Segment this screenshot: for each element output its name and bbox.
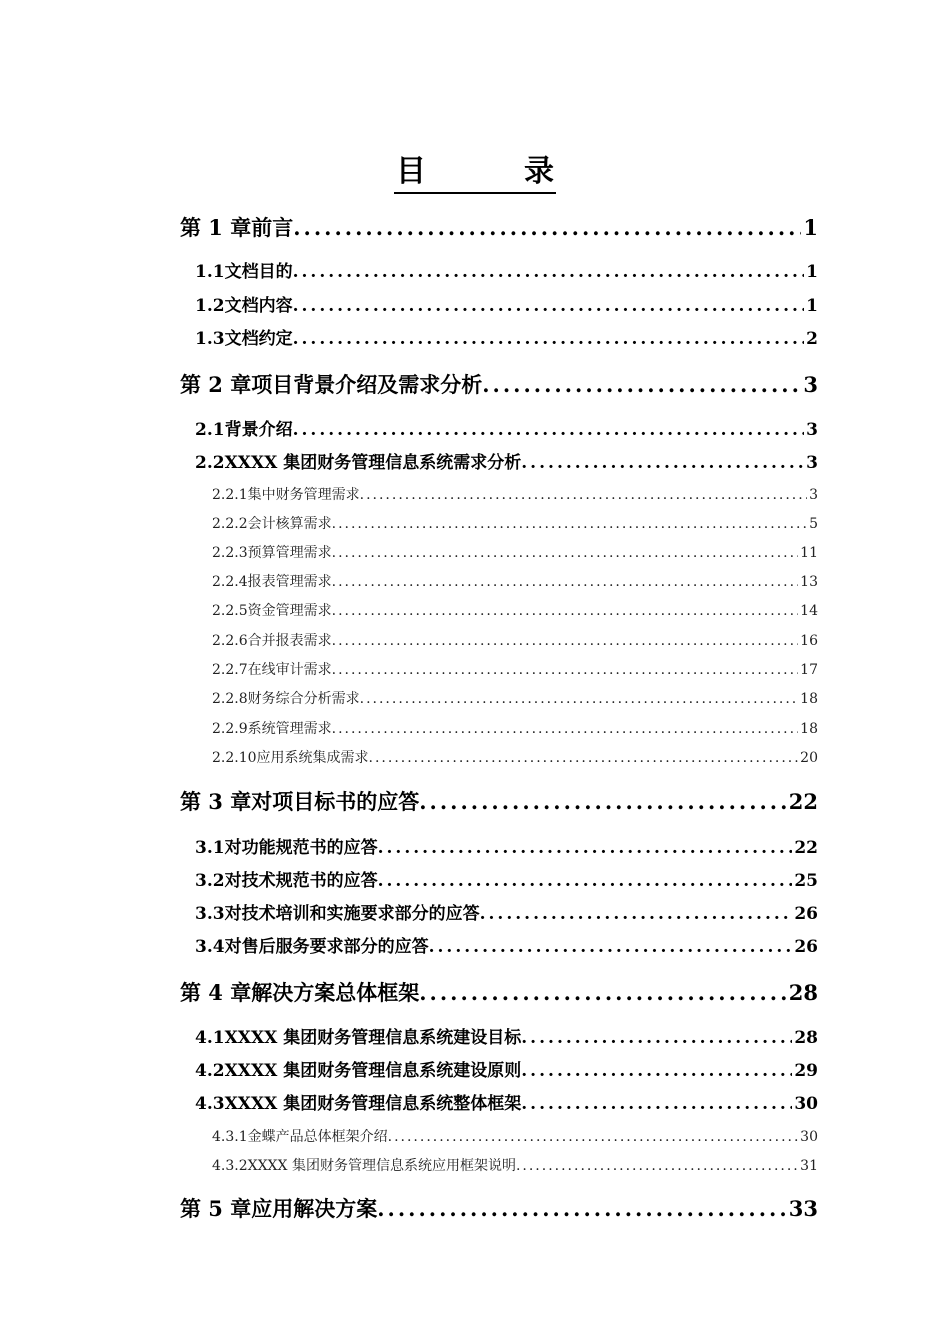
toc-entry-page: 18 — [800, 691, 818, 707]
toc-entry-page: 17 — [800, 662, 818, 678]
toc-entry-number: 2.2.7 — [212, 662, 248, 678]
toc-entry-title: XXXX 集团财务管理信息系统建设原则 — [224, 1061, 522, 1081]
toc-entry-page: 22 — [788, 789, 818, 814]
toc-entry-page: 28 — [788, 980, 818, 1005]
toc-entry-number: 2.2.2 — [212, 516, 248, 532]
toc-dot-leader — [360, 484, 807, 506]
toc-dot-leader — [360, 688, 799, 710]
toc-entry-page: 31 — [800, 1158, 818, 1174]
toc-dot-leader — [293, 212, 801, 244]
toc-dot-leader — [332, 718, 799, 740]
toc-title — [0, 152, 950, 194]
toc-dot-leader — [293, 326, 805, 352]
toc-entry-level2[interactable] — [195, 934, 818, 960]
toc-dot-leader — [521, 1025, 792, 1051]
toc-entry-title: 合并报表需求 — [247, 633, 332, 649]
toc-entry-number: 3.3 — [195, 904, 225, 924]
toc-entry-number: 第 5 章 — [180, 1196, 252, 1221]
toc-entry-page: 3 — [806, 420, 818, 440]
toc-dot-leader — [293, 259, 805, 285]
toc-dot-leader — [521, 1091, 792, 1117]
toc-dot-leader — [332, 600, 799, 622]
toc-dot-leader — [419, 977, 787, 1009]
toc-entry-number: 4.3.2 — [212, 1158, 248, 1174]
toc-entry-level2[interactable] — [195, 293, 818, 319]
toc-entry-level2[interactable] — [195, 835, 818, 861]
toc-entry-number: 4.2 — [195, 1061, 225, 1081]
toc-entry-number: 第 4 章 — [180, 980, 252, 1005]
toc-dot-leader — [429, 934, 793, 960]
toc-dot-leader — [480, 901, 793, 927]
title-underline-gap — [428, 154, 522, 194]
toc-entry-number: 3.4 — [195, 937, 225, 957]
toc-entry-page: 1 — [806, 262, 818, 282]
toc-entry-level3[interactable] — [212, 1155, 818, 1177]
toc-entry-title: XXXX 集团财务管理信息系统整体框架 — [224, 1094, 522, 1114]
toc-entry-title: 应用解决方案 — [251, 1196, 378, 1221]
toc-entry-title: 解决方案总体框架 — [251, 980, 420, 1005]
toc-entry-title: 对技术培训和实施要求部分的应答 — [224, 904, 480, 924]
toc-entry-number: 1.3 — [195, 329, 225, 349]
toc-entry-page: 14 — [800, 603, 818, 619]
toc-dot-leader — [419, 786, 787, 818]
toc-entry-number: 2.2.1 — [212, 487, 248, 503]
toc-entry-title: 对功能规范书的应答 — [224, 838, 378, 858]
toc-dot-leader — [377, 1193, 787, 1225]
toc-entry-number: 1.1 — [195, 262, 225, 282]
toc-entry-title: 文档目的 — [224, 262, 293, 282]
toc-entry-page: 13 — [800, 574, 818, 590]
toc-entry-title: 项目背景介绍及需求分析 — [251, 372, 483, 397]
toc-entry-level3[interactable] — [212, 630, 818, 652]
toc-entry-page: 3 — [806, 453, 818, 473]
toc-entry-title: 应用系统集成需求 — [256, 750, 369, 766]
toc-entry-page: 5 — [809, 516, 818, 532]
toc-entry-page: 22 — [794, 838, 818, 858]
toc-entry-page: 18 — [800, 721, 818, 737]
toc-entry-number: 4.1 — [195, 1028, 225, 1048]
toc-entry-title: 预算管理需求 — [247, 545, 332, 561]
toc-entry-page: 26 — [794, 937, 818, 957]
toc-entry-page: 3 — [809, 487, 818, 503]
toc-dot-leader — [332, 513, 807, 535]
toc-dot-leader — [521, 1058, 792, 1084]
toc-entry-number: 2.2.9 — [212, 721, 248, 737]
toc-entry-title: 对项目标书的应答 — [251, 789, 420, 814]
toc-entry-level1[interactable] — [180, 1193, 818, 1225]
toc-entry-page: 26 — [794, 904, 818, 924]
toc-entry-title: 前言 — [251, 215, 294, 240]
toc-entry-level2[interactable] — [195, 901, 818, 927]
toc-entry-page: 1 — [803, 215, 818, 240]
toc-entry-page: 29 — [794, 1061, 818, 1081]
toc-entry-number: 第 2 章 — [180, 372, 252, 397]
toc-entry-number: 2.2.10 — [212, 750, 257, 766]
toc-entry-level1[interactable] — [180, 977, 818, 1009]
toc-dot-leader — [332, 630, 799, 652]
toc-dot-leader — [332, 659, 799, 681]
toc-entry-page: 11 — [800, 545, 818, 561]
toc-entry-page: 30 — [794, 1094, 818, 1114]
toc-entry-title: 对技术规范书的应答 — [224, 871, 378, 891]
toc-dot-leader — [293, 417, 805, 443]
toc-entry-page: 3 — [803, 372, 818, 397]
toc-entry-level3[interactable] — [212, 659, 818, 681]
toc-entry-title: 金蝶产品总体框架介绍 — [247, 1129, 388, 1145]
toc-entry-number: 3.2 — [195, 871, 225, 891]
toc-entry-level3[interactable] — [212, 600, 818, 622]
toc-entry-level2[interactable] — [195, 417, 818, 443]
toc-dot-leader — [482, 369, 801, 401]
toc-title-right: 录 — [522, 152, 556, 194]
toc-entry-level2[interactable] — [195, 868, 818, 894]
toc-entry-level1[interactable] — [180, 786, 818, 818]
toc-entry-title: XXXX 集团财务管理信息系统建设目标 — [224, 1028, 522, 1048]
toc-entry-number: 1.2 — [195, 296, 225, 316]
toc-entry-number: 3.1 — [195, 838, 225, 858]
toc-entry-page: 16 — [800, 633, 818, 649]
toc-entry-level2[interactable] — [195, 1058, 818, 1084]
toc-entry-title: 资金管理需求 — [247, 603, 332, 619]
toc-dot-leader — [388, 1126, 799, 1148]
toc-title-left: 目 — [394, 152, 428, 194]
toc-entry-page: 2 — [806, 329, 818, 349]
toc-entry-level3[interactable] — [212, 1126, 818, 1148]
toc-entry-level3[interactable] — [212, 484, 818, 506]
toc-entry-title: 财务综合分析需求 — [247, 691, 360, 707]
toc-entry-title: XXXX 集团财务管理信息系统需求分析 — [224, 453, 522, 473]
toc-entry-level2[interactable] — [195, 1091, 818, 1117]
toc-entry-title: 文档内容 — [224, 296, 293, 316]
toc-entry-level3[interactable] — [212, 513, 818, 535]
toc-entry-number: 4.3.1 — [212, 1129, 248, 1145]
toc-entry-level2[interactable] — [195, 326, 818, 352]
toc-entry-number: 第 1 章 — [180, 215, 252, 240]
toc-entry-title: 在线审计需求 — [247, 662, 332, 678]
toc-entry-level2[interactable] — [195, 259, 818, 285]
toc-entry-page: 30 — [800, 1129, 818, 1145]
toc-entry-title: 报表管理需求 — [247, 574, 332, 590]
toc-dot-leader — [293, 293, 805, 319]
toc-entry-number: 2.2.6 — [212, 633, 248, 649]
toc-entry-number: 2.2.3 — [212, 545, 248, 561]
toc-entry-page: 33 — [788, 1196, 818, 1221]
toc-dot-leader — [516, 1155, 798, 1177]
toc-dot-leader — [378, 835, 793, 861]
toc-entry-page: 1 — [806, 296, 818, 316]
toc-entry-number: 第 3 章 — [180, 789, 252, 814]
toc-entry-number: 2.2.8 — [212, 691, 248, 707]
toc-entry-number: 2.1 — [195, 420, 225, 440]
toc-entry-title: 文档约定 — [224, 329, 293, 349]
toc-entry-level3[interactable] — [212, 571, 818, 593]
toc-entry-number: 2.2 — [195, 453, 225, 473]
toc-entry-level3[interactable] — [212, 718, 818, 740]
toc-entry-number: 4.3 — [195, 1094, 225, 1114]
toc-entry-title: 对售后服务要求部分的应答 — [224, 937, 429, 957]
toc-entry-number: 2.2.4 — [212, 574, 248, 590]
toc-entry-level2[interactable] — [195, 1025, 818, 1051]
toc-entry-title: XXXX 集团财务管理信息系统应用框架说明 — [247, 1158, 516, 1174]
toc-dot-leader — [369, 747, 799, 769]
toc-entry-title: 背景介绍 — [224, 420, 293, 440]
toc-dot-leader — [332, 571, 799, 593]
toc-entry-level1[interactable] — [180, 369, 818, 401]
toc-entry-title: 系统管理需求 — [247, 721, 332, 737]
toc-entry-level2[interactable] — [195, 450, 818, 476]
toc-entry-level3[interactable] — [212, 542, 818, 564]
toc-entry-number: 2.2.5 — [212, 603, 248, 619]
toc-dot-leader — [521, 450, 804, 476]
toc-entry-page: 20 — [800, 750, 818, 766]
toc-entry-level3[interactable] — [212, 688, 818, 710]
toc-dot-leader — [378, 868, 793, 894]
toc-entry-title: 集中财务管理需求 — [247, 487, 360, 503]
toc-entry-title: 会计核算需求 — [247, 516, 332, 532]
toc-entry-page: 28 — [794, 1028, 818, 1048]
toc-dot-leader — [332, 542, 799, 564]
toc-entry-page: 25 — [794, 871, 818, 891]
toc-entry-level1[interactable] — [180, 212, 818, 244]
toc-entry-level3[interactable] — [212, 747, 818, 769]
